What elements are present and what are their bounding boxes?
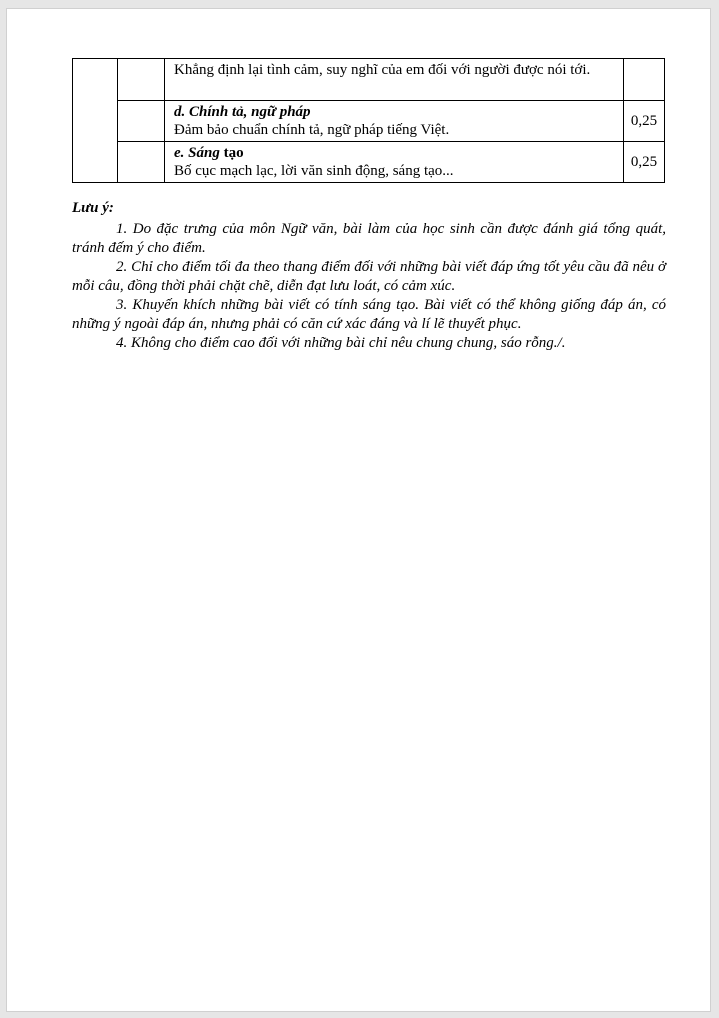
note-item: 1. Do đặc trưng của môn Ngữ văn, bài làm của học sinh cần được đánh giá tổng quát, tránh đếm ý cho điểm.	[72, 221, 666, 256]
note-item: 2. Chỉ cho điểm tối đa theo thang điểm đối với những bài viết đáp ứng tốt yêu cầu đã nêu ở mỗi câu, đồng thời phải chặt chẽ, diễn đạt lưu loát, có cảm xúc.	[72, 259, 666, 294]
note-item: 3. Khuyến khích những bài viết có tính sáng tạo. Bài viết có thể không giống đáp án, có những ý ngoài đáp án, nhưng phải có căn cứ xác đáng và lí lẽ thuyết phục.	[72, 297, 666, 332]
criterion-text: Đảm bảo chuẩn chính tả, ngữ pháp tiếng Việt.	[174, 122, 450, 138]
table-row	[73, 59, 665, 101]
score-cell	[624, 59, 665, 101]
note-item: 4. Không cho điểm cao đối với những bài chỉ nêu chung chung, sáo rỗng./.	[116, 335, 566, 351]
criterion-text: Bố cục mạch lạc, lời văn sinh động, sáng tạo...	[174, 163, 454, 179]
criterion-cell	[165, 142, 624, 183]
scoring-table	[72, 58, 665, 183]
criterion-heading: d. Chính tả, ngữ pháp	[174, 104, 311, 120]
document-page	[6, 8, 711, 1012]
score-value: 0,25	[630, 113, 658, 129]
criterion-heading	[174, 144, 614, 162]
score-value: 0,25	[630, 154, 658, 170]
table-cell-empty	[73, 59, 118, 183]
table-row	[73, 142, 665, 183]
criterion-cell	[165, 101, 624, 142]
criterion-cell	[165, 59, 624, 101]
table-cell-empty	[118, 142, 165, 183]
score-cell	[624, 142, 665, 183]
table-cell-empty	[118, 59, 165, 101]
criterion-heading-italic: e. Sáng	[174, 145, 220, 161]
criterion-heading-bold: tạo	[219, 145, 244, 161]
score-cell	[624, 101, 665, 142]
notes-section	[72, 199, 666, 353]
criterion-text: Khẳng định lại tình cảm, suy nghĩ của em đối với người được nói tới.	[174, 62, 591, 78]
notes-title: Lưu ý:	[72, 200, 114, 216]
table-row	[73, 101, 665, 142]
table-cell-empty	[118, 101, 165, 142]
